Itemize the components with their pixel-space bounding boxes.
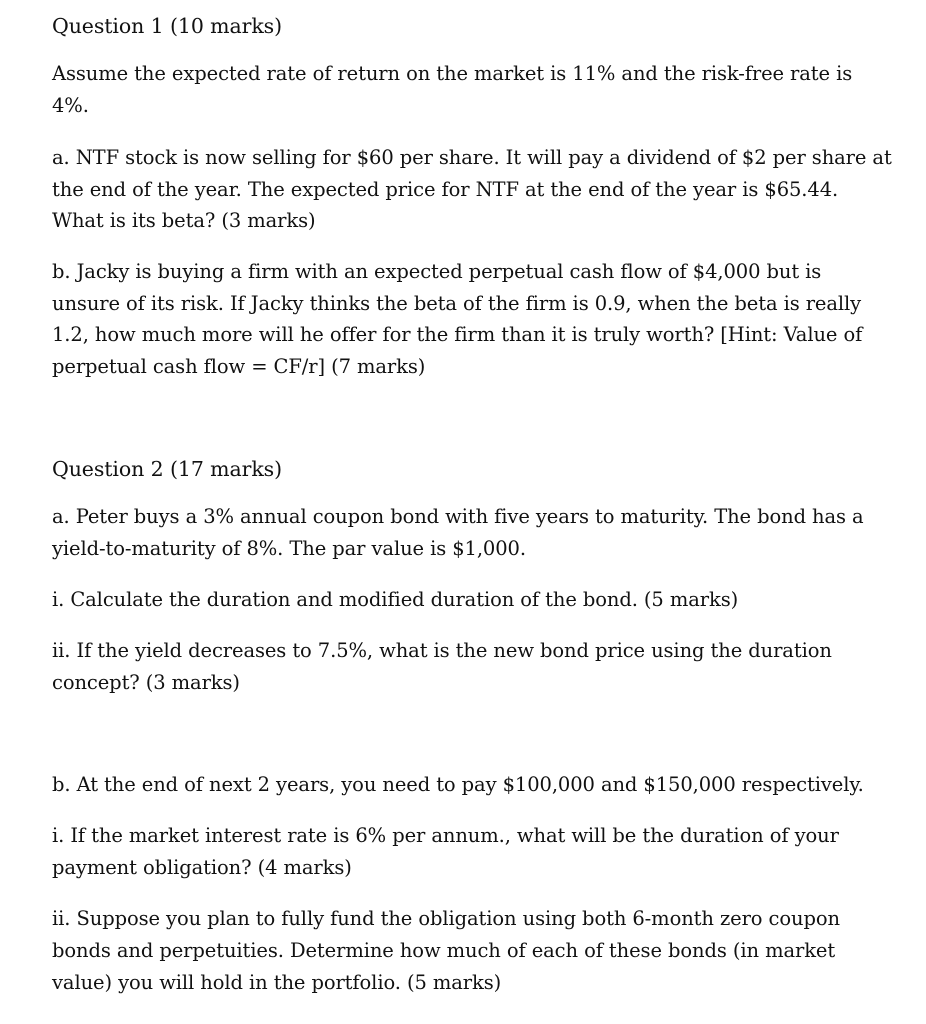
- q1-part-b-line-4: perpetual cash flow = CF/r] (7 marks): [52, 355, 426, 378]
- q2-part-a-ii-line-1: ii. If the yield decreases to 7.5%, what is the new bond price using the duration: [52, 639, 832, 662]
- q2-part-b-ii-line-1: ii. Suppose you plan to fully fund the obligation using both 6-month zero coupon: [52, 907, 840, 930]
- q2-part-b-ii-line-3: value) you will hold in the portfolio. (5 marks): [52, 971, 502, 994]
- q2-part-b-ii-line-2: bonds and perpetuities. Determine how much of each of these bonds (in market: [52, 939, 836, 962]
- q2-part-a-i-line-1: i. Calculate the duration and modified duration of the bond. (5 marks): [52, 588, 739, 611]
- q1-part-b-line-2: unsure of its risk. If Jacky thinks the beta of the firm is 0.9, when the beta is really: [52, 292, 862, 315]
- q1-part-a-line-2: the end of the year. The expected price for NTF at the end of the year is $65.44.: [52, 178, 839, 201]
- q2-part-b-line-1: b. At the end of next 2 years, you need to pay $100,000 and $150,000 respectively.: [52, 773, 864, 796]
- q2-part-b-i-line-1: i. If the market interest rate is 6% per annum., what will be the duration of your: [52, 824, 839, 847]
- q1-intro-line-2: 4%.: [52, 94, 89, 117]
- q1-part-b-line-1: b. Jacky is buying a firm with an expected perpetual cash flow of $4,000 but is: [52, 260, 822, 283]
- q2-part-a-line-1: a. Peter buys a 3% annual coupon bond with five years to maturity. The bond has a: [52, 505, 864, 528]
- q2-part-a-line-2: yield-to-maturity of 8%. The par value is $1,000.: [52, 537, 526, 560]
- question-1-title: Question 1 (10 marks): [52, 14, 282, 38]
- q1-intro-line-1: Assume the expected rate of return on the market is 11% and the risk-free rate is: [52, 62, 853, 85]
- q1-part-b-line-3: 1.2, how much more will he offer for the firm than it is truly worth? [Hint: Value of: [52, 323, 863, 346]
- q1-part-a-line-1: a. NTF stock is now selling for $60 per share. It will pay a dividend of $2 per share at: [52, 146, 892, 169]
- q2-part-a-ii-line-2: concept? (3 marks): [52, 671, 240, 694]
- q2-part-b-i-line-2: payment obligation? (4 marks): [52, 856, 352, 879]
- q1-part-a-line-3: What is its beta? (3 marks): [52, 209, 316, 232]
- question-2-title: Question 2 (17 marks): [52, 457, 282, 481]
